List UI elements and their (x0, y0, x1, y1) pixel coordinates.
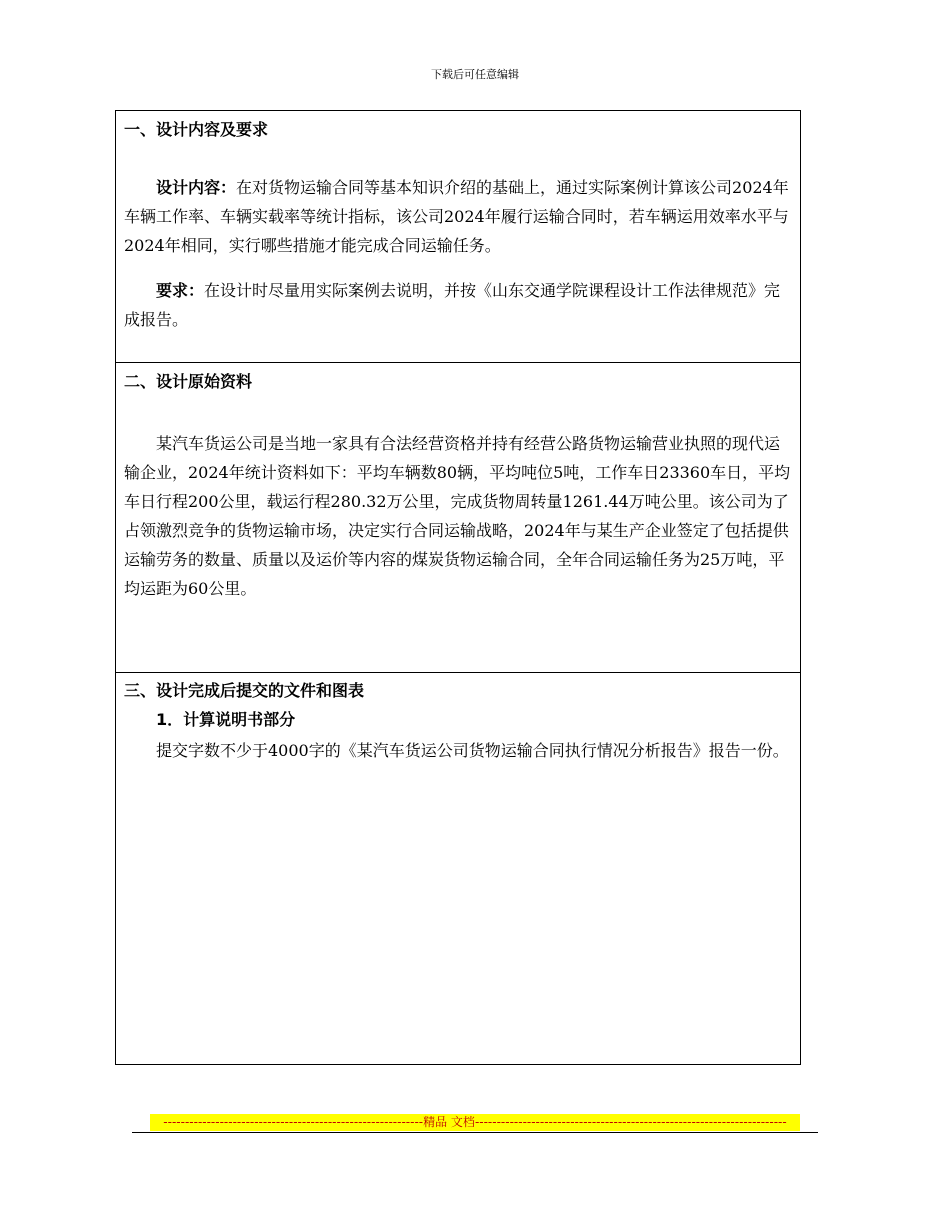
section-source-data (116, 363, 801, 673)
deliverables-paragraph: 提交字数不少于4000字的《某汽车货运公司货物运输合同执行情况分析报告》报告一份。 (156, 741, 789, 760)
footer-divider (132, 1132, 818, 1133)
page-header: 下载后可任意编辑 (431, 68, 519, 81)
section-title: 二、设计原始资料 (124, 372, 253, 391)
footer-label: 精品 文档 (423, 1115, 475, 1129)
design-content-paragraph (124, 173, 792, 260)
source-data-paragraph: 某汽车货运公司是当地一家具有合法经营资格并持有经营公路货物运输营业执照的现代运输企业，2024年统计资料如下：平均车辆数80辆，平均吨位5吨，工作车日23360车日，平均车日行程200公里，载运行程280.32万公里，完成货物周转量1261.44万吨公里。该公司为了占领激烈竞争的货物运输市场，决定实行合同运输战略，2024年与某生产企业签定了包括提供运输劳务的数量、质量以及运价等内容的煤炭货物运输合同，全年合同运输任务为25万吨，平均运距为60公里。 (124, 434, 791, 598)
requirement-label: 要求： (156, 281, 205, 300)
footer-dashes-right: ------------------------------------------------------------------------ (474, 1115, 787, 1129)
requirement-paragraph (124, 276, 792, 334)
section-title: 三、设计完成后提交的文件和图表 (124, 681, 365, 700)
section-deliverables (116, 673, 801, 1065)
section-requirements (116, 111, 801, 363)
footer-dashes-left: ------------------------------------------------------------ (163, 1115, 424, 1129)
requirement-text: 在设计时尽量用实际案例去说明，并按《山东交通学院课程设计工作法律规范》完成报告。 (124, 281, 781, 329)
design-content-text: 在对货物运输合同等基本知识介绍的基础上，通过实际案例计算该公司2024年车辆工作率、车辆实载率等统计指标，该公司2024年履行运输合同时，若车辆运用效率水平与2024年相同，实行哪些措施才能完成合同运输任务。 (124, 178, 789, 255)
design-content-label: 设计内容： (156, 178, 237, 197)
section-subtitle: 1．计算说明书部分 (156, 710, 296, 729)
footer-banner (150, 1114, 800, 1131)
section-title: 一、设计内容及要求 (124, 120, 269, 139)
design-form-table (115, 110, 801, 1065)
